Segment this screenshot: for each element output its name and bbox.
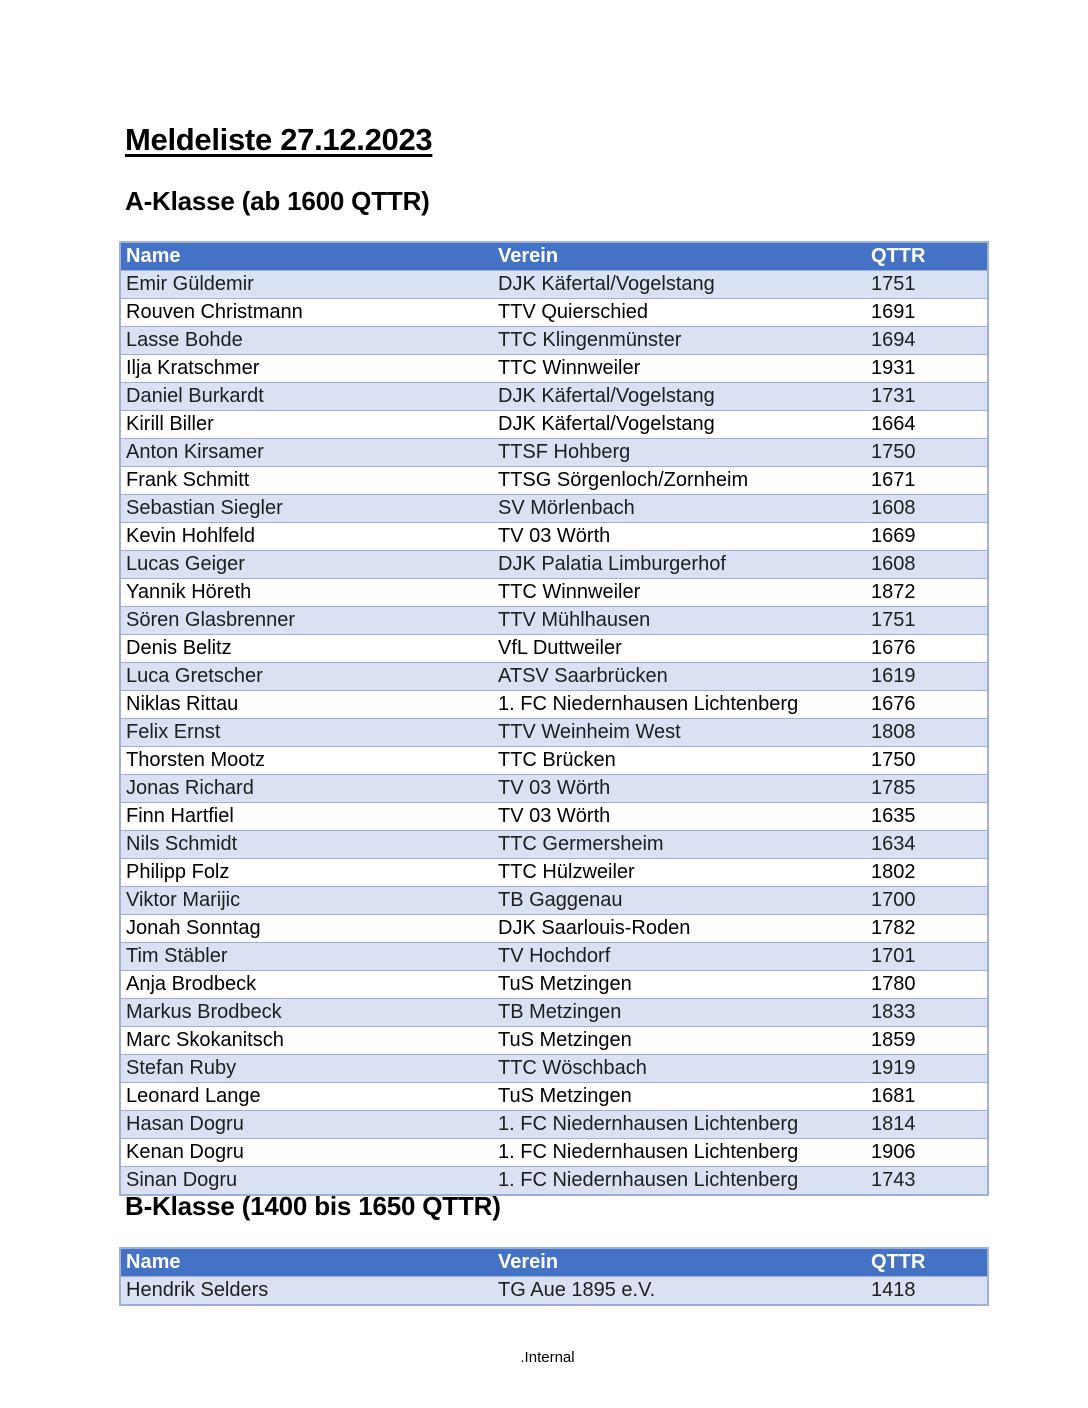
qttr-value: 1608	[866, 495, 988, 523]
table-row	[120, 495, 988, 523]
club-name: TB Metzingen	[493, 999, 866, 1027]
player-name: Lucas Geiger	[120, 551, 493, 579]
qttr-value: 1750	[866, 747, 988, 775]
qttr-value: 1743	[866, 1167, 988, 1196]
player-name: Nils Schmidt	[120, 831, 493, 859]
qttr-value: 1750	[866, 439, 988, 467]
club-name: 1. FC Niedernhausen Lichtenberg	[493, 1111, 866, 1139]
qttr-value: 1780	[866, 971, 988, 999]
table-row	[120, 1083, 988, 1111]
table-row	[120, 971, 988, 999]
table-row	[120, 1027, 988, 1055]
club-name: TV 03 Wörth	[493, 803, 866, 831]
column-header-verein: Verein	[493, 1248, 866, 1277]
player-name: Kenan Dogru	[120, 1139, 493, 1167]
club-name: TTC Hülzweiler	[493, 859, 866, 887]
club-name: DJK Käfertal/Vogelstang	[493, 411, 866, 439]
qttr-value: 1608	[866, 551, 988, 579]
table-row	[120, 271, 988, 299]
club-name: TTC Winnweiler	[493, 579, 866, 607]
player-name: Felix Ernst	[120, 719, 493, 747]
table-header-row	[120, 242, 988, 271]
table-row	[120, 523, 988, 551]
table-row	[120, 1139, 988, 1167]
table-row	[120, 299, 988, 327]
qttr-value: 1664	[866, 411, 988, 439]
qttr-value: 1676	[866, 691, 988, 719]
qttr-value: 1919	[866, 1055, 988, 1083]
club-name: TuS Metzingen	[493, 971, 866, 999]
qttr-value: 1872	[866, 579, 988, 607]
club-name: TTV Mühlhausen	[493, 607, 866, 635]
table-a-klasse	[119, 241, 989, 1196]
qttr-value: 1833	[866, 999, 988, 1027]
player-name: Sebastian Siegler	[120, 495, 493, 523]
player-name: Thorsten Mootz	[120, 747, 493, 775]
club-name: ATSV Saarbrücken	[493, 663, 866, 691]
table-row	[120, 831, 988, 859]
player-name: Tim Stäbler	[120, 943, 493, 971]
club-name: DJK Palatia Limburgerhof	[493, 551, 866, 579]
player-name: Niklas Rittau	[120, 691, 493, 719]
player-name: Daniel Burkardt	[120, 383, 493, 411]
table-row	[120, 327, 988, 355]
table-row	[120, 859, 988, 887]
player-name: Hasan Dogru	[120, 1111, 493, 1139]
table-row	[120, 999, 988, 1027]
qttr-value: 1859	[866, 1027, 988, 1055]
player-name: Anja Brodbeck	[120, 971, 493, 999]
qttr-value: 1785	[866, 775, 988, 803]
club-name: 1. FC Niedernhausen Lichtenberg	[493, 1139, 866, 1167]
qttr-value: 1671	[866, 467, 988, 495]
table-row	[120, 943, 988, 971]
club-name: TTC Winnweiler	[493, 355, 866, 383]
table-row	[120, 551, 988, 579]
table-row	[120, 915, 988, 943]
club-name: VfL Duttweiler	[493, 635, 866, 663]
qttr-value: 1669	[866, 523, 988, 551]
column-header-qttr: QTTR	[866, 1248, 988, 1277]
player-name: Frank Schmitt	[120, 467, 493, 495]
table-row	[120, 887, 988, 915]
club-name: 1. FC Niedernhausen Lichtenberg	[493, 1167, 866, 1196]
column-header-name: Name	[120, 1248, 493, 1277]
table-row	[120, 607, 988, 635]
club-name: TuS Metzingen	[493, 1027, 866, 1055]
player-name: Anton Kirsamer	[120, 439, 493, 467]
qttr-value: 1676	[866, 635, 988, 663]
table-row	[120, 635, 988, 663]
club-name: TTC Klingenmünster	[493, 327, 866, 355]
qttr-value: 1619	[866, 663, 988, 691]
club-name: TTC Germersheim	[493, 831, 866, 859]
player-name: Emir Güldemir	[120, 271, 493, 299]
qttr-value: 1782	[866, 915, 988, 943]
club-name: 1. FC Niedernhausen Lichtenberg	[493, 691, 866, 719]
player-name: Leonard Lange	[120, 1083, 493, 1111]
table-row	[120, 747, 988, 775]
club-name: TTSG Sörgenloch/Zornheim	[493, 467, 866, 495]
qttr-value: 1700	[866, 887, 988, 915]
club-name: TTV Quierschied	[493, 299, 866, 327]
document-title: Meldeliste 27.12.2023	[125, 122, 433, 157]
table-row	[120, 775, 988, 803]
player-name: Markus Brodbeck	[120, 999, 493, 1027]
table-row	[120, 803, 988, 831]
table-row	[120, 579, 988, 607]
footer-classification: .Internal	[520, 1349, 575, 1366]
table-header-row	[120, 1248, 988, 1277]
qttr-value: 1751	[866, 271, 988, 299]
section-heading-a-klasse: A-Klasse (ab 1600 QTTR)	[125, 186, 430, 216]
club-name: TTV Weinheim West	[493, 719, 866, 747]
column-header-name: Name	[120, 242, 493, 271]
player-name: Lasse Bohde	[120, 327, 493, 355]
table-body-b-klasse	[120, 1277, 988, 1306]
qttr-value: 1634	[866, 831, 988, 859]
qttr-value: 1931	[866, 355, 988, 383]
player-name: Luca Gretscher	[120, 663, 493, 691]
qttr-value: 1808	[866, 719, 988, 747]
player-name: Kevin Hohlfeld	[120, 523, 493, 551]
player-name: Rouven Christmann	[120, 299, 493, 327]
player-name: Sören Glasbrenner	[120, 607, 493, 635]
club-name: DJK Saarlouis-Roden	[493, 915, 866, 943]
player-name: Sinan Dogru	[120, 1167, 493, 1196]
table-body-a-klasse	[120, 271, 988, 1196]
club-name: TV 03 Wörth	[493, 523, 866, 551]
club-name: TTSF Hohberg	[493, 439, 866, 467]
table-row	[120, 355, 988, 383]
club-name: DJK Käfertal/Vogelstang	[493, 383, 866, 411]
player-name: Kirill Biller	[120, 411, 493, 439]
player-name: Finn Hartfiel	[120, 803, 493, 831]
qttr-value: 1691	[866, 299, 988, 327]
table-b-klasse	[119, 1247, 989, 1306]
column-header-qttr: QTTR	[866, 242, 988, 271]
qttr-value: 1701	[866, 943, 988, 971]
table-row	[120, 1055, 988, 1083]
table-row	[120, 691, 988, 719]
player-name: Denis Belitz	[120, 635, 493, 663]
qttr-value: 1906	[866, 1139, 988, 1167]
club-name: DJK Käfertal/Vogelstang	[493, 271, 866, 299]
qttr-value: 1751	[866, 607, 988, 635]
table-row	[120, 719, 988, 747]
player-name: Jonah Sonntag	[120, 915, 493, 943]
table-row	[120, 663, 988, 691]
table-row	[120, 1111, 988, 1139]
column-header-verein: Verein	[493, 242, 866, 271]
club-name: TuS Metzingen	[493, 1083, 866, 1111]
player-name: Yannik Höreth	[120, 579, 493, 607]
qttr-value: 1681	[866, 1083, 988, 1111]
club-name: TV 03 Wörth	[493, 775, 866, 803]
qttr-value: 1731	[866, 383, 988, 411]
qttr-value: 1418	[866, 1277, 988, 1306]
player-name: Hendrik Selders	[120, 1277, 493, 1306]
player-name: Stefan Ruby	[120, 1055, 493, 1083]
section-heading-b-klasse: B-Klasse (1400 bis 1650 QTTR)	[125, 1191, 501, 1221]
qttr-value: 1694	[866, 327, 988, 355]
player-name: Marc Skokanitsch	[120, 1027, 493, 1055]
player-name: Viktor Marijic	[120, 887, 493, 915]
table-row	[120, 411, 988, 439]
table-row	[120, 439, 988, 467]
table-row	[120, 1277, 988, 1306]
player-name: Ilja Kratschmer	[120, 355, 493, 383]
club-name: TTC Brücken	[493, 747, 866, 775]
player-name: Philipp Folz	[120, 859, 493, 887]
qttr-value: 1802	[866, 859, 988, 887]
qttr-value: 1635	[866, 803, 988, 831]
qttr-value: 1814	[866, 1111, 988, 1139]
player-name: Jonas Richard	[120, 775, 493, 803]
club-name: TTC Wöschbach	[493, 1055, 866, 1083]
club-name: TV Hochdorf	[493, 943, 866, 971]
table-row	[120, 467, 988, 495]
club-name: TB Gaggenau	[493, 887, 866, 915]
club-name: SV Mörlenbach	[493, 495, 866, 523]
table-row	[120, 383, 988, 411]
club-name: TG Aue 1895 e.V.	[493, 1277, 866, 1306]
